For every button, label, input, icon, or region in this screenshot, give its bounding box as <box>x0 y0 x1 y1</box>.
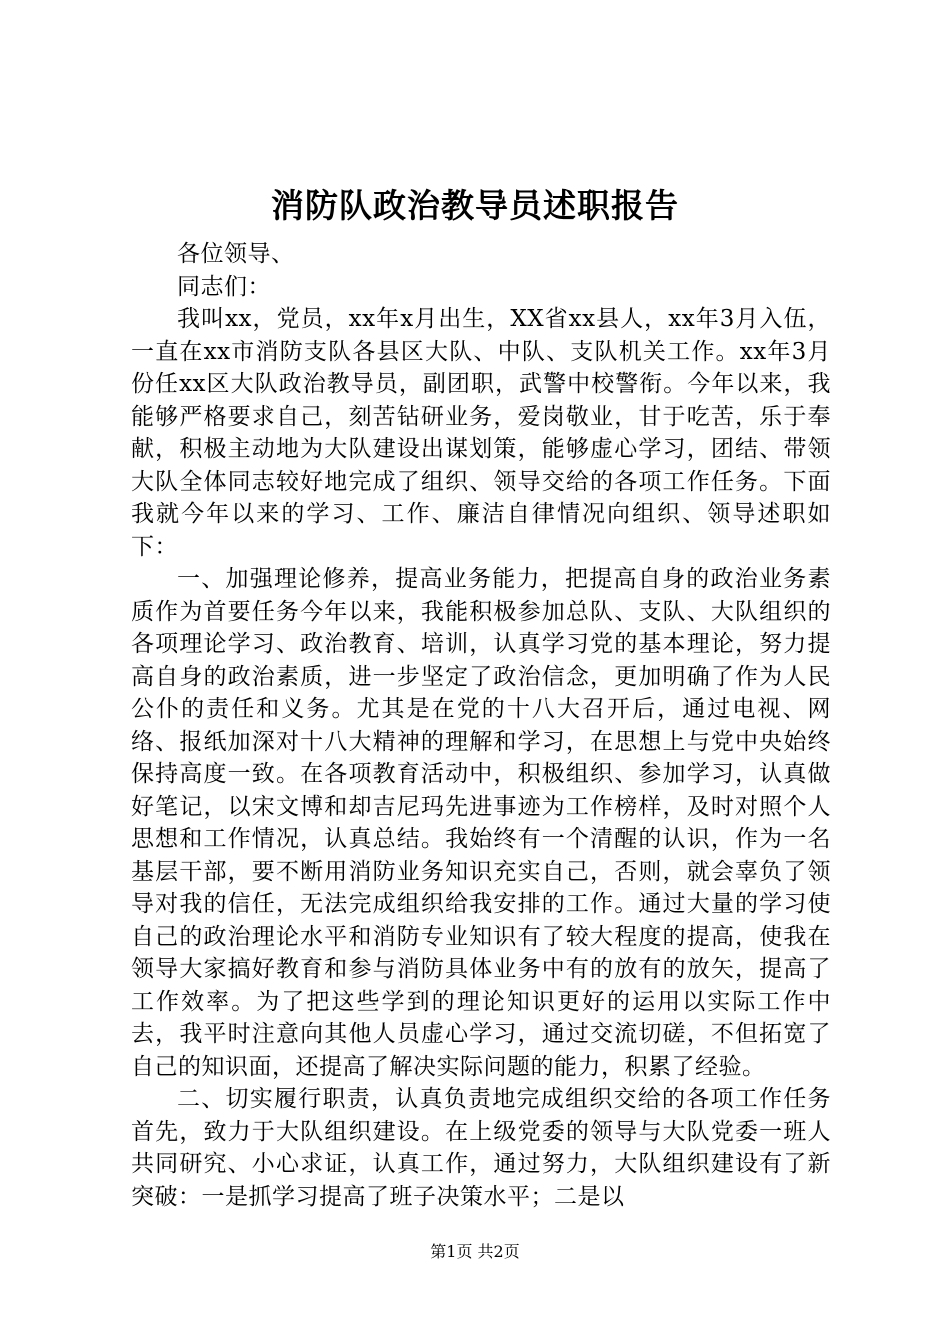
page-footer: 第1页 共2页 <box>430 1242 520 1261</box>
document-body <box>131 238 831 1213</box>
salutation-line-2: 同志们： <box>177 273 271 300</box>
paragraph-section-one: 一、加强理论修养，提高业务能力，把提高自身的政治业务素质作为首要任务今年以来，我能积极参加总队、支队、大队组织的各项理论学习、政治教育、培训，认真学习党的基本理论，努力提高自身的政治素质，进一步坚定了政治信念，更加明确了作为人民公仆的责任和义务。尤其是在党的十八大召开后，通过电视、网络、报纸加深对十八大精神的理解和学习，在思想上与党中央始终保持高度一致。在各项教育活动中，积极组织、参加学习，认真做好笔记，以宋文博和却吉尼玛先进事迹为工作榜样，及时对照个人思想和工作情况，认真总结。我始终有一个清醒的认识，作为一名基层干部，要不断用消防业务知识充实自己，否则，就会辜负了领导对我的信任，无法完成组织给我安排的工作。通过大量的学习使自己的政治理论水平和消防专业知识有了较大程度的提高，使我在领导大家搞好教育和参与消防具体业务中有的放有的放矢，提高了工作效率。为了把这些学到的理论知识更好的运用以实际工作中去，我平时注意向其他人员虚心学习，通过交流切磋，不但拓宽了自己的知识面，还提高了解决实际问题的能力，积累了经验。 <box>131 566 831 1080</box>
document-title: 消防队政治教导员述职报告 <box>271 186 679 225</box>
salutation-line-1: 各位领导、 <box>177 241 295 267</box>
paragraph-introduction: 我叫xx，党员，xx年x月出生，XX省xx县人，xx年3月入伍，一直在xx市消防支队各县区大队、中队、支队机关工作。xx年3月份任xx区大队政治教导员，副团职，武警中校警衔。今年以来，我能够严格要求自己，刻苦钻研业务，爱岗敬业，甘于吃苦，乐于奉献，积极主动地为大队建设出谋划策，能够虚心学习，团结、带领大队全体同志较好地完成了组织、领导交给的各项工作任务。下面我就今年以来的学习、工作、廉洁自律情况向组织、领导述职如下： <box>131 306 831 560</box>
paragraph-section-two: 二、切实履行职责，认真负责地完成组织交给的各项工作任务首先，致力于大队组织建设。在上级党委的领导与大队党委一班人共同研究、小心求证，认真工作，通过努力，大队组织建设有了新突破：一是抓学习提高了班子决策水平；二是以 <box>131 1086 831 1210</box>
